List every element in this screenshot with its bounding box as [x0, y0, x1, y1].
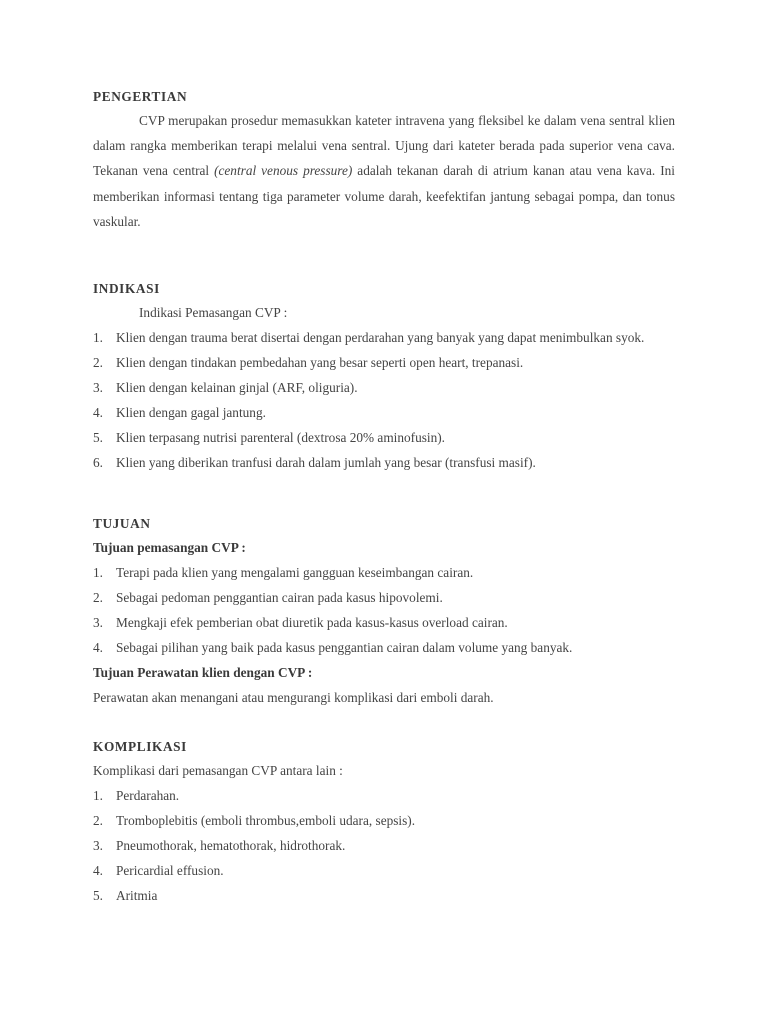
list-item-number: 4.	[93, 405, 103, 421]
list-item-number: 2.	[93, 813, 103, 829]
section-heading-komplikasi: KOMPLIKASI	[93, 739, 187, 755]
list-item	[93, 560, 675, 585]
list-item-text: Pneumothorak, hematothorak, hidrothorak.	[116, 838, 346, 854]
tujuan-subheading-pemasangan: Tujuan pemasangan CVP :	[93, 540, 246, 556]
list-item-number: 5.	[93, 888, 103, 904]
spacer	[93, 710, 675, 736]
list-item	[93, 635, 675, 660]
list-item-number: 6.	[93, 455, 103, 471]
document-content	[93, 86, 675, 908]
list-item	[93, 883, 675, 908]
indikasi-intro: Indikasi Pemasangan CVP :	[139, 305, 288, 321]
spacer	[93, 475, 675, 513]
list-item	[93, 350, 675, 375]
list-item	[93, 585, 675, 610]
list-item-number: 5.	[93, 430, 103, 446]
list-item	[93, 833, 675, 858]
tujuan-subheading-perawatan: Tujuan Perawatan klien dengan CVP :	[93, 665, 313, 681]
list-item-text: Terapi pada klien yang mengalami gangguan keseimbangan cairan.	[116, 565, 474, 581]
indikasi-list	[93, 325, 675, 475]
list-item-text: Tromboplebitis (emboli thrombus,emboli udara, sepsis).	[116, 813, 416, 829]
list-item-text: Perdarahan.	[116, 788, 180, 804]
list-item	[93, 858, 675, 883]
list-item-number: 3.	[93, 380, 103, 396]
list-item-number: 3.	[93, 838, 103, 854]
list-item-text: Aritmia	[116, 888, 158, 904]
list-item	[93, 400, 675, 425]
list-item-text: Sebagai pilihan yang baik pada kasus penggantian cairan dalam volume yang banyak.	[116, 640, 573, 656]
list-item-number: 1.	[93, 565, 103, 581]
list-item-text: Sebagai pedoman penggantian cairan pada kasus hipovolemi.	[116, 590, 443, 606]
komplikasi-list	[93, 783, 675, 908]
list-item	[93, 610, 675, 635]
pengertian-text-italic: (central venous pressure)	[214, 163, 353, 179]
list-item-text: Klien terpasang nutrisi parenteral (dextrosa 20% aminofusin).	[116, 430, 445, 446]
list-item-number: 1.	[93, 330, 103, 346]
list-item-text: Klien dengan gagal jantung.	[116, 405, 266, 421]
list-item-text: Klien dengan trauma berat disertai dengan perdarahan yang banyak yang dapat menimbulkan syok.	[116, 330, 645, 346]
list-item	[93, 325, 675, 350]
list-item	[93, 450, 675, 475]
pengertian-text-start: CVP merupakan prosedur memasukkan kateter intravena yang fleksibel ke dalam vena sentral klien dalam rangka memberikan terapi melalui vena sentral. Ujung dari kateter berada pada superior vena cava. Tekanan vena central	[93, 113, 675, 179]
list-item-number: 4.	[93, 640, 103, 656]
section-heading-pengertian: PENGERTIAN	[93, 89, 188, 104]
list-item-text: Pericardial effusion.	[116, 863, 224, 879]
list-item-number: 3.	[93, 615, 103, 631]
list-item	[93, 425, 675, 450]
list-item	[93, 783, 675, 808]
section-heading-tujuan: TUJUAN	[93, 516, 151, 532]
list-item-number: 1.	[93, 788, 103, 804]
tujuan-perawatan-text: Perawatan akan menangani atau mengurangi komplikasi dari emboli darah.	[93, 690, 494, 706]
list-item-text: Mengkaji efek pemberian obat diuretik pada kasus-kasus overload cairan.	[116, 615, 508, 631]
pengertian-paragraph	[93, 108, 675, 234]
spacer	[93, 234, 675, 278]
list-item-number: 2.	[93, 590, 103, 606]
list-item-text: Klien dengan tindakan pembedahan yang besar seperti open heart, trepanasi.	[116, 355, 524, 371]
komplikasi-intro: Komplikasi dari pemasangan CVP antara lain :	[93, 763, 343, 779]
list-item	[93, 375, 675, 400]
list-item-text: Klien dengan kelainan ginjal (ARF, oliguria).	[116, 380, 358, 396]
tujuan-list	[93, 560, 675, 660]
section-heading-indikasi: INDIKASI	[93, 281, 160, 297]
pengertian-text-end: adalah tekanan darah di atrium kanan atau vena kava. Ini memberikan informasi tentang tiga parameter volume darah, keefektifan jantung sebagai pompa, dan tonus vaskular.	[93, 163, 675, 229]
list-item-number: 2.	[93, 355, 103, 371]
list-item	[93, 808, 675, 833]
list-item-number: 4.	[93, 863, 103, 879]
list-item-text: Klien yang diberikan tranfusi darah dalam jumlah yang besar (transfusi masif).	[116, 455, 536, 471]
